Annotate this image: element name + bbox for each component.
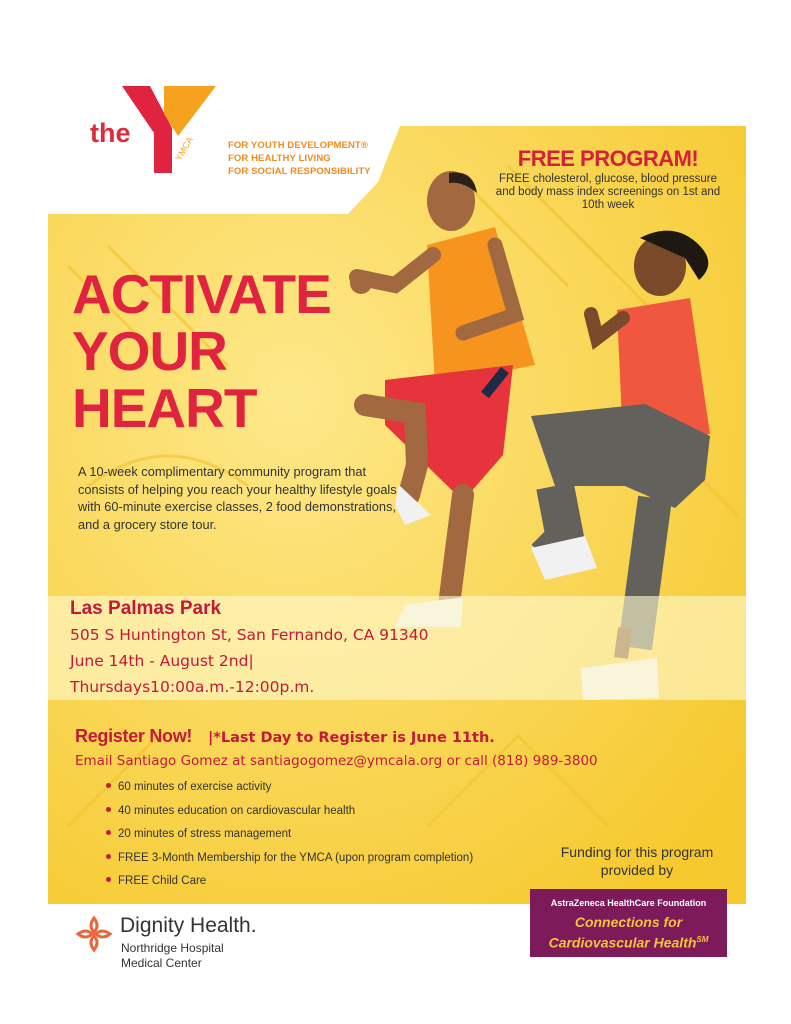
headline-activate: ACTIVATE [72, 263, 331, 325]
bullet-icon [106, 783, 111, 788]
bullet-icon [106, 854, 111, 859]
man-exercising-icon [345, 165, 545, 635]
list-item: FREE Child Care [106, 875, 473, 899]
location-address: 505 S Huntington St, San Fernando, CA 91340 [70, 626, 429, 644]
tagline-youth: FOR YOUTH DEVELOPMENT® [228, 140, 368, 151]
bullet-icon [106, 877, 111, 882]
benefits-list [106, 781, 473, 899]
tagline-healthy: FOR HEALTHY LIVING [228, 153, 331, 164]
sponsor-org: AstraZeneca HealthCare Foundation [550, 898, 707, 908]
ymca-mark-text: YMCA [173, 135, 195, 163]
dignity-health-logo-icon [74, 914, 114, 954]
list-item: 20 minutes of stress management [106, 828, 473, 852]
free-program-title: FREE PROGRAM! [517, 146, 699, 171]
list-item: FREE 3-Month Membership for the YMCA (upon program completion) [106, 852, 473, 876]
headline-your: YOUR [72, 320, 227, 382]
headline-heart: HEART [72, 377, 257, 439]
dignity-health-name: Dignity Health. [120, 914, 257, 937]
list-item: 40 minutes education on cardiovascular health [106, 805, 473, 829]
funding-text: Funding for this program provided by [560, 844, 714, 878]
dignity-health-sub2: Medical Center [121, 956, 202, 970]
register-deadline: |*Last Day to Register is June 11th. [208, 730, 495, 746]
program-description: A 10-week complimentary community program that consists of helping you reach your healthy lifestyle goals with 60-minute exercise classes, 2 food demonstrations, and a grocery store tour. [78, 464, 397, 532]
astrazeneca-badge [530, 889, 727, 957]
location-time: Thursdays10:00a.m.-12:00p.m. [70, 678, 315, 696]
register-now-title: Register Now! [75, 726, 193, 746]
bullet-icon [106, 830, 111, 835]
sponsor-program: Connections for Cardiovascular Health℠ [548, 914, 709, 951]
list-item: 60 minutes of exercise activity [106, 781, 473, 805]
bullet-icon [106, 807, 111, 812]
location-name: Las Palmas Park [70, 598, 222, 619]
free-program-text: FREE cholesterol, glucose, blood pressure and body mass index screenings on 1st and 10th week [495, 173, 721, 211]
ymca-logo-text: the [90, 118, 131, 148]
tagline-social: FOR SOCIAL RESPONSIBILITY [228, 166, 371, 177]
location-dates: June 14th - August 2nd| [70, 652, 254, 670]
register-contact: Email Santiago Gomez at santiagogomez@ymcala.org or call (818) 989-3800 [75, 753, 598, 769]
dignity-health-sub1: Northridge Hospital [121, 941, 224, 955]
